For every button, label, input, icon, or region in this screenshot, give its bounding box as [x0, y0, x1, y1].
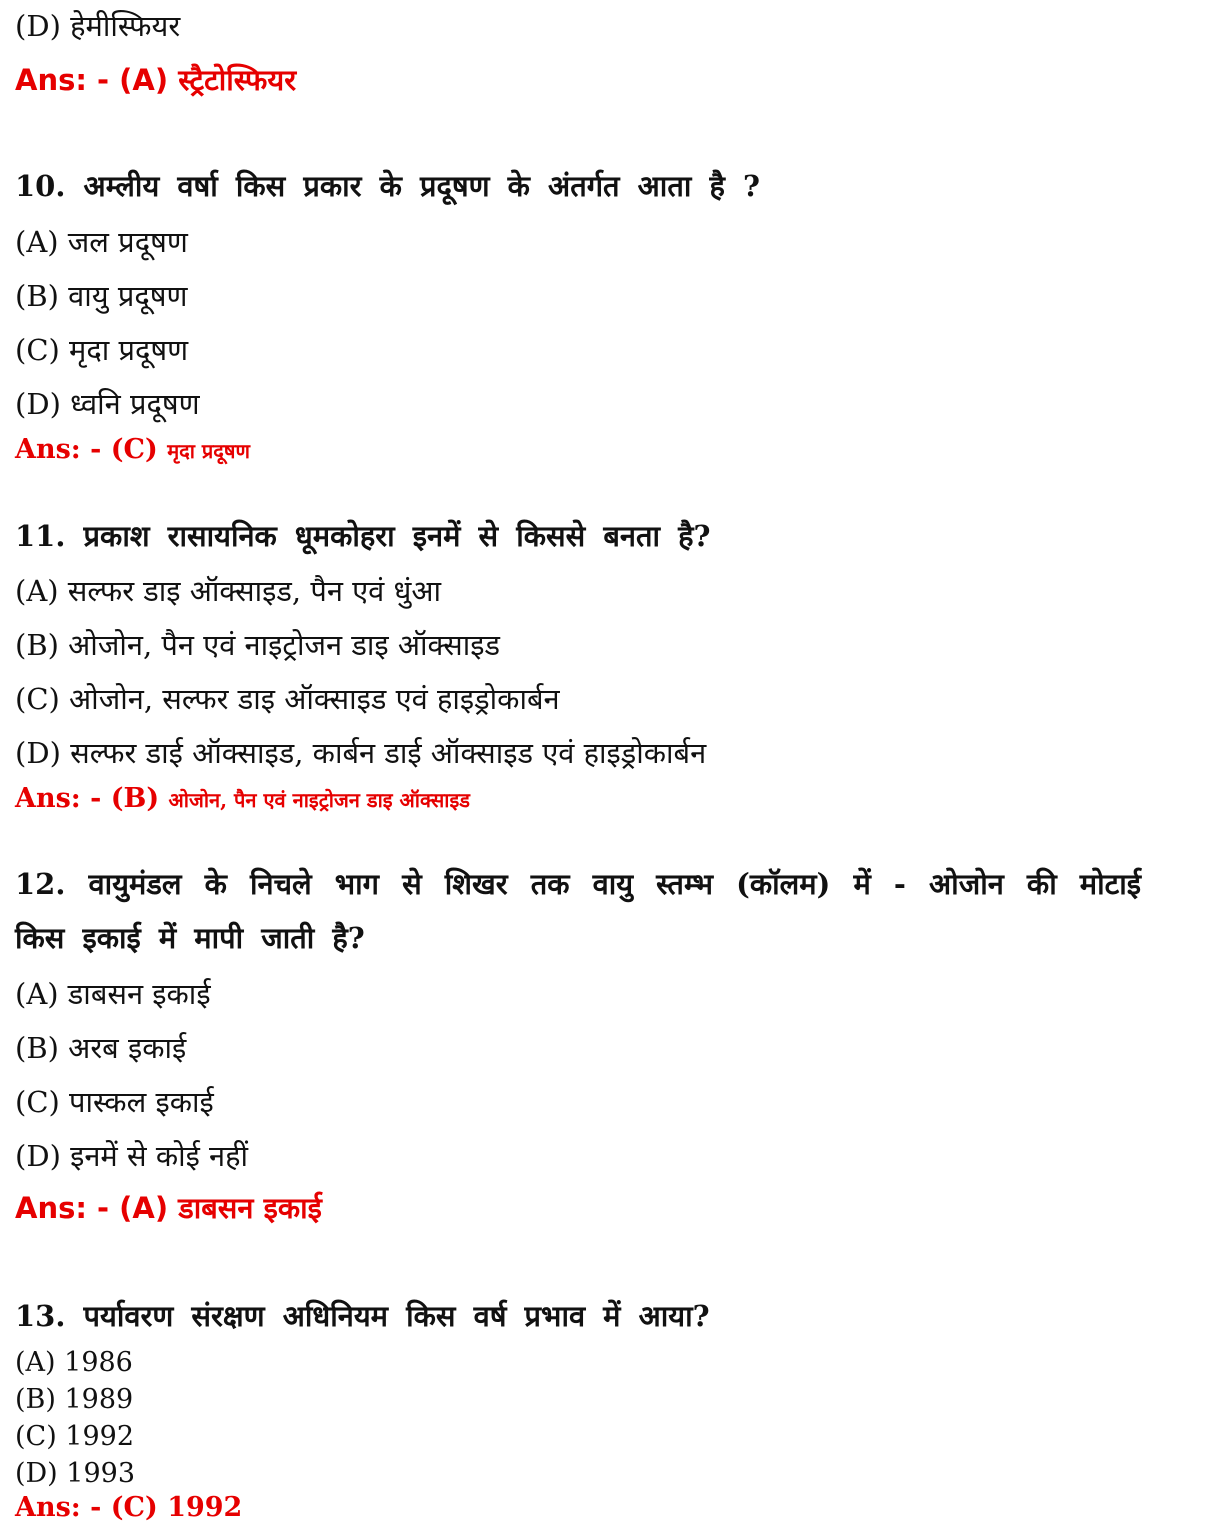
q10-option-a: (A) जल प्रदूषण [15, 225, 188, 259]
q13-option-d: (D) 1993 [15, 1458, 136, 1489]
q10-answer [15, 434, 250, 465]
q10-option-d: (D) ध्वनि प्रदूषण [15, 387, 200, 421]
q10-option-c: (C) मृदा प्रदूषण [15, 333, 189, 367]
q11-option-d: (D) सल्फर डाई ऑक्साइड, कार्बन डाई ऑक्साइड एवं हाइड्रोकार्बन [15, 736, 707, 770]
q12-answer: Ans: - (A) डाबसन इकाई [15, 1191, 322, 1225]
q12-question-line-1: 12. वायुमंडल के निचले भाग से शिखर तक वायु स्तम्भ (कॉलम) में - ओजोन की मोटाई [15, 867, 1142, 901]
q13-option-a: (A) 1986 [15, 1347, 133, 1378]
q13-answer: Ans: - (C) 1992 [15, 1492, 243, 1523]
q10-question: 10. अम्लीय वर्षा किस प्रकार के प्रदूषण के अंतर्गत आता है ? [15, 169, 760, 203]
q11-question: 11. प्रकाश रासायनिक धूमकोहरा इनमें से किससे बनता है? [15, 519, 711, 553]
q12-option-d: (D) इनमें से कोई नहीं [15, 1139, 249, 1173]
q13-option-c: (C) 1992 [15, 1421, 135, 1452]
q13-option-b: (B) 1989 [15, 1384, 134, 1415]
q10-option-b: (B) वायु प्रदूषण [15, 279, 188, 313]
q12-option-b: (B) अरब इकाई [15, 1031, 187, 1065]
q11-option-c: (C) ओजोन, सल्फर डाइ ऑक्साइड एवं हाइड्रोकार्बन [15, 682, 560, 716]
q10-answer-text: मृदा प्रदूषण [167, 439, 250, 463]
q11-answer-prefix: Ans: - (B) [15, 783, 169, 814]
q11-answer-text: ओजोन, पैन एवं नाइट्रोजन डाइ ऑक्साइड [168, 788, 470, 812]
q9-answer: Ans: - (A) स्ट्रैटोस्फियर [15, 63, 297, 97]
q12-question-line-2: किस इकाई में मापी जाती है? [15, 921, 365, 955]
q12-option-a: (A) डाबसन इकाई [15, 977, 211, 1011]
q10-answer-prefix: Ans: - (C) [15, 434, 168, 465]
q12-option-c: (C) पास्कल इकाई [15, 1085, 214, 1119]
q9-option-d: (D) हेमीस्फियर [15, 9, 181, 43]
q11-option-a: (A) सल्फर डाइ ऑक्साइड, पैन एवं धुंआ [15, 574, 441, 608]
q13-question: 13. पर्यावरण संरक्षण अधिनियम किस वर्ष प्रभाव में आया? [15, 1299, 710, 1333]
q11-option-b: (B) ओजोन, पैन एवं नाइट्रोजन डाइ ऑक्साइड [15, 628, 501, 662]
q11-answer [15, 783, 470, 814]
